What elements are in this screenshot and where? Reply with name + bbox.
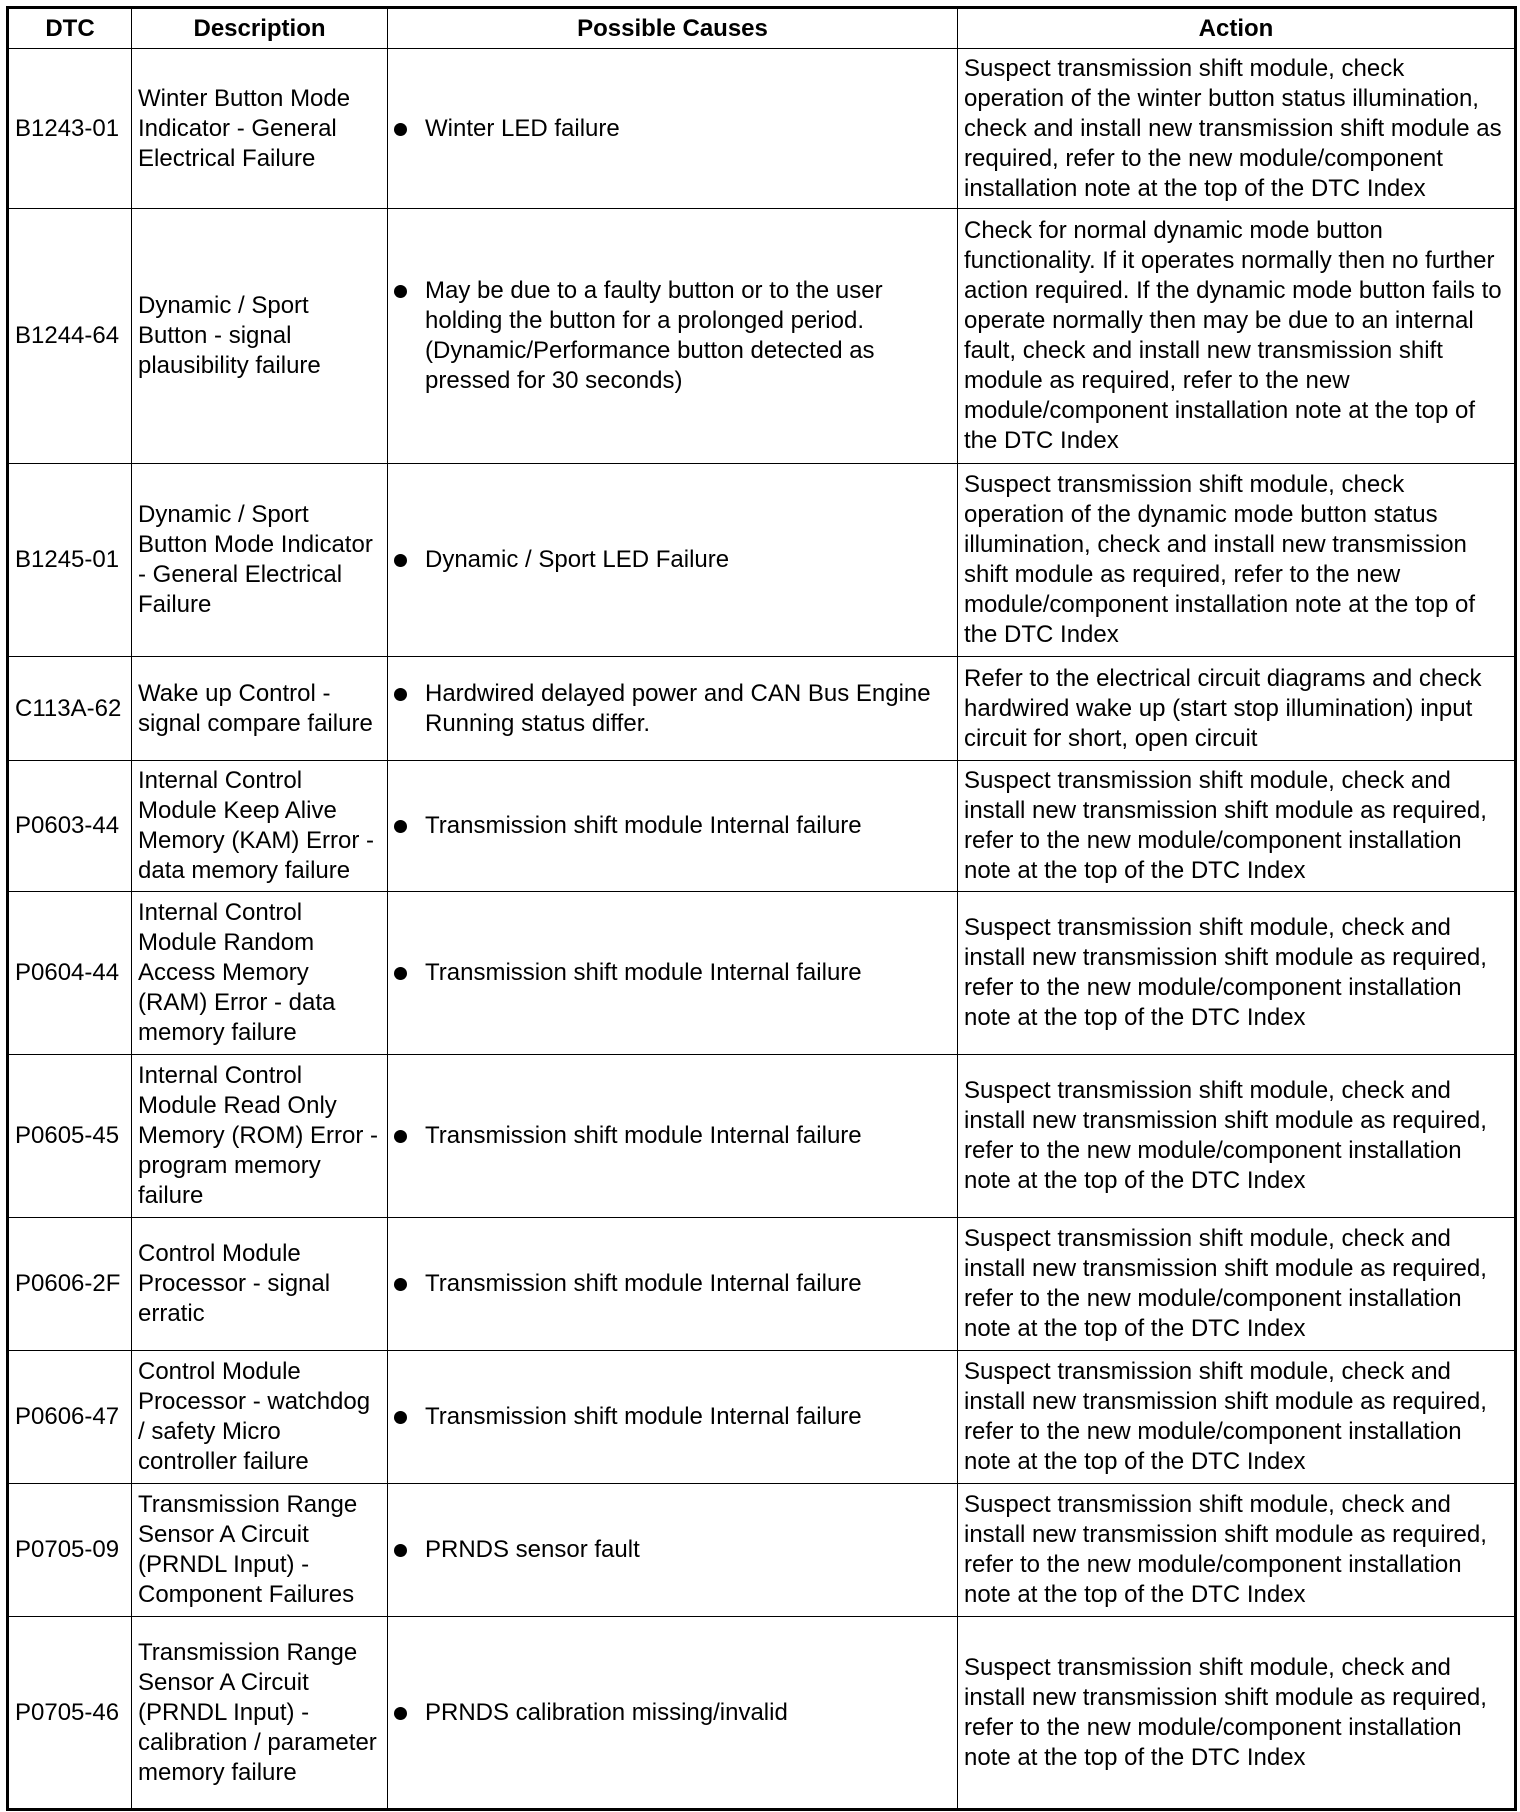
bullet-icon [394, 688, 407, 701]
bullet-icon [394, 285, 407, 298]
table-row [8, 892, 1516, 1055]
table-row [8, 1617, 1516, 1810]
bullet-icon [394, 967, 407, 980]
table-row [8, 657, 1516, 761]
cause-text: Transmission shift module Internal failure [425, 1403, 862, 1430]
bullet-icon [394, 1130, 407, 1143]
cause-text: PRNDS sensor fault [425, 1536, 640, 1563]
dtc-action: Suspect transmission shift module, check and install new transmission shift module as required, refer to the new module/component installation note at the top of the DTC Index [958, 1055, 1516, 1218]
table-row [8, 761, 1516, 892]
header-action: Action [958, 8, 1516, 49]
dtc-code: C113A-62 [8, 657, 132, 761]
table-row [8, 1055, 1516, 1218]
dtc-code: P0606-47 [8, 1351, 132, 1484]
dtc-description: Internal Control Module Read Only Memory (ROM) Error - program memory failure [132, 1055, 388, 1218]
possible-cause [388, 49, 958, 209]
possible-cause [388, 209, 958, 464]
table-row [8, 49, 1516, 209]
possible-cause [388, 1218, 958, 1351]
dtc-action: Suspect transmission shift module, check operation of the winter button status illumination, check and install new transmission shift module as required, refer to the new module/component installation note at the top of the DTC Index [958, 49, 1516, 209]
dtc-description: Transmission Range Sensor A Circuit (PRNDL Input) - calibration / parameter memory failure [132, 1617, 388, 1810]
dtc-action: Suspect transmission shift module, check and install new transmission shift module as required, refer to the new module/component installation note at the top of the DTC Index [958, 761, 1516, 892]
bullet-icon [394, 1707, 407, 1720]
bullet-icon [394, 820, 407, 833]
dtc-code: P0705-46 [8, 1617, 132, 1810]
header-dtc: DTC [8, 8, 132, 49]
dtc-action: Suspect transmission shift module, check operation of the dynamic mode button status illumination, check and install new transmission shift module as required, refer to the new module/component installation note at the top of the DTC Index [958, 464, 1516, 657]
cause-text: Dynamic / Sport LED Failure [425, 546, 730, 573]
dtc-table [6, 6, 1517, 1811]
cause-text: Transmission shift module Internal failure [425, 1270, 862, 1297]
dtc-code: P0604-44 [8, 892, 132, 1055]
dtc-action: Suspect transmission shift module, check and install new transmission shift module as required, refer to the new module/component installation note at the top of the DTC Index [958, 1218, 1516, 1351]
table-row [8, 1484, 1516, 1617]
bullet-icon [394, 1278, 407, 1291]
table-row [8, 464, 1516, 657]
bullet-icon [394, 1544, 407, 1557]
dtc-description: Dynamic / Sport Button Mode Indicator - General Electrical Failure [132, 464, 388, 657]
dtc-code: P0705-09 [8, 1484, 132, 1617]
table-row [8, 1351, 1516, 1484]
dtc-action: Suspect transmission shift module, check and install new transmission shift module as required, refer to the new module/component installation note at the top of the DTC Index [958, 1484, 1516, 1617]
dtc-code: P0606-2F [8, 1218, 132, 1351]
cause-text: Hardwired delayed power and CAN Bus Engine Running status differ. [425, 679, 931, 737]
dtc-description: Wake up Control - signal compare failure [132, 657, 388, 761]
dtc-description: Dynamic / Sport Button - signal plausibility failure [132, 209, 388, 464]
dtc-description: Control Module Processor - signal erratic [132, 1218, 388, 1351]
cause-text: Winter LED failure [425, 114, 620, 142]
possible-cause [388, 657, 958, 761]
dtc-code: B1245-01 [8, 464, 132, 657]
possible-cause [388, 1484, 958, 1617]
cause-text: Transmission shift module Internal failure [425, 1122, 862, 1149]
cause-text: PRNDS calibration missing/invalid [425, 1698, 788, 1726]
possible-cause [388, 464, 958, 657]
dtc-description: Internal Control Module Random Access Memory (RAM) Error - data memory failure [132, 892, 388, 1055]
cause-text: Transmission shift module Internal failure [425, 959, 862, 986]
dtc-action: Check for normal dynamic mode button functionality. If it operates normally then no further action required. If the dynamic mode button fails to operate normally then may be due to an internal fault, check and install new transmission shift module as required, refer to the new module/component installation note at the top of the DTC Index [958, 209, 1516, 464]
bullet-icon [394, 1411, 407, 1424]
dtc-action: Suspect transmission shift module, check and install new transmission shift module as required, refer to the new module/component installation note at the top of the DTC Index [958, 1617, 1516, 1810]
possible-cause [388, 761, 958, 892]
cause-text: May be due to a faulty button or to the user holding the button for a prolonged period. (Dynamic/Performance button detected as pressed for 30 seconds) [425, 277, 883, 394]
header-possible-causes: Possible Causes [388, 8, 958, 49]
bullet-icon [394, 554, 407, 567]
possible-cause [388, 1055, 958, 1218]
dtc-code: B1243-01 [8, 49, 132, 209]
table-row [8, 209, 1516, 464]
dtc-action: Refer to the electrical circuit diagrams and check hardwired wake up (start stop illumination) input circuit for short, open circuit [958, 657, 1516, 761]
dtc-code: P0605-45 [8, 1055, 132, 1218]
table-header-row [8, 8, 1516, 49]
dtc-action: Suspect transmission shift module, check and install new transmission shift module as required, refer to the new module/component installation note at the top of the DTC Index [958, 1351, 1516, 1484]
dtc-action: Suspect transmission shift module, check and install new transmission shift module as required, refer to the new module/component installation note at the top of the DTC Index [958, 892, 1516, 1055]
table-row [8, 1218, 1516, 1351]
dtc-description: Internal Control Module Keep Alive Memory (KAM) Error - data memory failure [132, 761, 388, 892]
dtc-code: P0603-44 [8, 761, 132, 892]
dtc-description: Winter Button Mode Indicator - General Electrical Failure [132, 49, 388, 209]
possible-cause [388, 1617, 958, 1810]
possible-cause [388, 892, 958, 1055]
header-description: Description [132, 8, 388, 49]
dtc-description: Transmission Range Sensor A Circuit (PRNDL Input) - Component Failures [132, 1484, 388, 1617]
dtc-description: Control Module Processor - watchdog / safety Micro controller failure [132, 1351, 388, 1484]
cause-text: Transmission shift module Internal failure [425, 812, 862, 839]
possible-cause [388, 1351, 958, 1484]
bullet-icon [394, 123, 407, 136]
dtc-code: B1244-64 [8, 209, 132, 464]
